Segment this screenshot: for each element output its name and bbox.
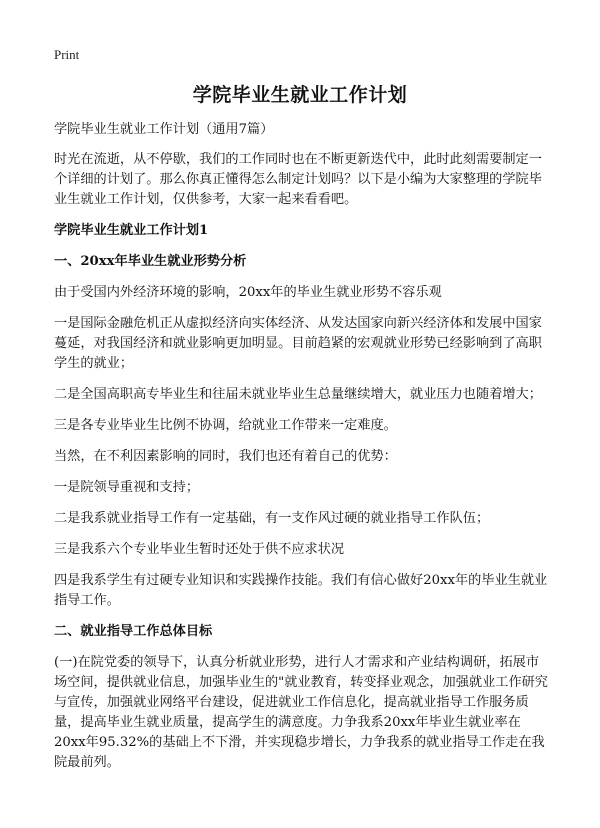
section1-paragraph: 二是我系就业指导工作有一定基础，有一支作风过硬的就业指导工作队伍； [54,511,490,526]
section1-paragraph: 由于受国内外经济环境的影响，20xx年的毕业生就业形势不容乐观 [54,285,442,300]
section1-paragraph: 四是我系学生有过硬专业知识和实践操作技能。我们有信心做好20xx年的毕业生就业指导工作。 [54,573,548,608]
section1-paragraph: 当然，在不利因素影响的同时，我们也还有着自己的优势： [54,449,397,464]
print-link[interactable]: Print [54,47,80,62]
intro-paragraph: 时光在流逝，从不停歇，我们的工作同时也在不断更新迭代中，此时此刻需要制定一个详细的计划了。那么你真正懂得怎么制定计划吗？以下是小编为大家整理的学院毕业生就业工作计划，仅供参考，大家一起来看看吧。 [54,152,542,207]
document-subtitle: 学院毕业生就业工作计划（通用7篇） [54,122,274,137]
document-title: 学院毕业生就业工作计划 [192,84,408,106]
section1-heading: 一、20xx年毕业生就业形势分析 [54,254,247,269]
section1-paragraph: 三是我系六个专业毕业生暂时还处于供不应求状况 [54,542,345,557]
section1-paragraph: 一是国际金融危机正从虚拟经济向实体经济、从发达国家向新兴经济体和发展中国家蔓延，对我国经济和就业影响更加明显。目前趋紧的宏观就业形势已经影响到了高职学生的就业； [54,316,542,371]
section2-paragraph: (一)在院党委的领导下，认真分析就业形势，进行人才需求和产业结构调研，拓展市场空间，提供就业信息，加强毕业生的"就业教育，转变择业观念，加强就业工作研究与宣传，加强就业网络平台建设，促进就业工作信息化，提高就业指导工作服务质量，提高毕业生就业质量，提高学生的满意度。力争我系20xx年毕业生就业率在20xx年95.32%的基础上不下滑，并实现稳步增长，力争我系的就业指导工作走在我院最前列。 [54,655,548,770]
document-body [54,120,548,784]
section1-paragraph: 二是全国高职高专毕业生和往届未就业毕业生总量继续增大，就业压力也随着增大； [54,387,542,402]
section2-heading: 二、就业指导工作总体目标 [54,624,213,639]
plan-heading: 学院毕业生就业工作计划1 [54,223,209,238]
section1-paragraph: 三是各专业毕业生比例不协调，给就业工作带来一定难度。 [54,418,397,433]
section1-paragraph: 一是院领导重视和支持； [54,480,200,495]
